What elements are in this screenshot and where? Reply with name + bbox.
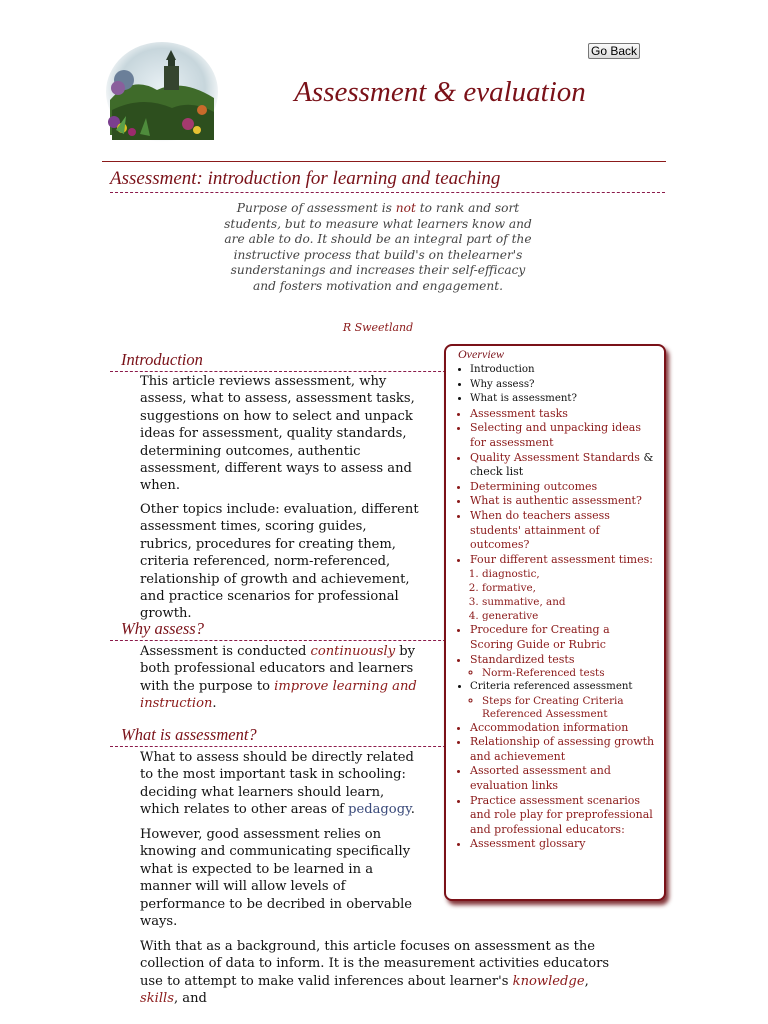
- section-heading-why-assess: Why assess?: [110, 619, 451, 641]
- why-assess-paragraph: [140, 643, 422, 713]
- overview-item-why-assess[interactable]: • Why assess?: [470, 378, 656, 393]
- overview-item-formative[interactable]: 2. formative,: [482, 581, 656, 595]
- overview-item-accommodation[interactable]: • Accommodation information: [470, 721, 656, 736]
- overview-item-summative[interactable]: 3. summative, and: [482, 595, 656, 609]
- overview-item-glossary[interactable]: • Assessment glossary: [470, 837, 656, 852]
- standardized-sublist: [470, 667, 656, 680]
- overview-item-relationship[interactable]: • Relationship of assessing growth and achievement: [470, 735, 656, 764]
- knowledge-emphasis: knowledge: [512, 973, 585, 989]
- what-is-paragraph-1: [140, 749, 422, 819]
- what-is-paragraph-2: However, good assessment relies on knowing and communicating specifically what is expected to be learned in a manner will will allow levels of performance to be decribed in obervable ways.: [140, 827, 413, 930]
- why-assess-emphasis-improve: improve learning and instruction: [140, 678, 417, 712]
- why-assess-emphasis-continuously: continuously: [310, 644, 396, 659]
- what-is-text-1: What to assess should be directly related to the most important task in schooling: deciding what learners should learn, which relates to other areas of: [140, 750, 414, 818]
- logo-painting: [102, 40, 220, 145]
- overview-item-standardized-tests[interactable]: [470, 653, 656, 681]
- site-title: Assessment & evaluation: [294, 76, 586, 108]
- overview-item-criteria-referenced: [470, 680, 656, 721]
- overview-item-introduction[interactable]: • Introduction: [470, 363, 656, 378]
- quote-text-after: to rank and sort students, but to measure what learners know and are able to do. It should be an integral part of the instructive process that build's on thelearner's sunderstanings and increases their self-efficacy and fosters motivation and engagement.: [224, 201, 532, 293]
- introduction-paragraph-1: This article reviews assessment, why assess, what to assess, assessment tasks, suggestions on how to select and unpack ideas for assessment, quality standards, determining outcomes, authentic assessment, different ways to assess and when.: [140, 374, 415, 494]
- page-title: Assessment: introduction for learning and teaching: [110, 168, 665, 193]
- skills-emphasis: skills: [140, 991, 174, 1007]
- quote-text-before: Purpose of assessment is: [236, 201, 396, 215]
- criteria-referenced-label: Criteria referenced assessment: [470, 681, 633, 693]
- why-assess-text-3: .: [212, 696, 217, 712]
- why-assess-text-1: Assessment is conducted: [140, 644, 311, 659]
- overview-list: [454, 363, 656, 852]
- pedagogy-link[interactable]: pedagogy: [348, 802, 411, 818]
- overview-item-steps-criteria[interactable]: ◦ Steps for Creating Criteria Referenced Assessment: [482, 695, 656, 721]
- quality-standards-link[interactable]: Quality Assessment Standards: [470, 450, 640, 464]
- purpose-quote: [222, 201, 534, 295]
- standardized-tests-label[interactable]: Standardized tests: [470, 652, 575, 666]
- overview-title: Overview: [458, 347, 504, 361]
- four-times-label[interactable]: Four different assessment times:: [470, 552, 653, 566]
- assessment-times-list: [470, 567, 656, 623]
- what-is-sep-2: , and: [173, 991, 207, 1007]
- overview-item-diagnostic[interactable]: 1. diagnostic,: [482, 567, 656, 581]
- overview-panel: [444, 344, 666, 901]
- quote-author: R Sweetland: [342, 321, 414, 334]
- overview-item-authentic-assessment[interactable]: • What is authentic assessment?: [470, 494, 656, 509]
- what-is-sep-1: ,: [584, 973, 589, 989]
- what-is-text-3: With that as a background, this article focuses on assessment as the collection of data to inform. It is the measurement activities educators use to attempt to make valid inferences about learner's: [140, 939, 610, 989]
- quote-emphasis: not: [395, 201, 416, 215]
- overview-item-selecting-unpacking[interactable]: • Selecting and unpacking ideas for assessment: [470, 421, 656, 450]
- site-logo: [102, 40, 220, 145]
- overview-item-determining-outcomes[interactable]: • Determining outcomes: [470, 480, 656, 495]
- overview-item-what-is-assessment[interactable]: • What is assessment?: [470, 392, 656, 407]
- what-is-paragraph-3: [140, 938, 630, 1008]
- why-assess-text-2: by both professional educators and learners with the purpose to: [140, 644, 416, 694]
- overview-item-assessment-tasks[interactable]: • Assessment tasks: [470, 407, 656, 422]
- what-is-text-1-end: .: [410, 802, 415, 818]
- overview-item-practice-scenarios[interactable]: • Practice assessment scenarios and role play for preprofessional and professional educators:: [470, 794, 656, 838]
- overview-item-quality-standards[interactable]: [470, 451, 656, 480]
- overview-item-generative[interactable]: 4. generative: [482, 609, 656, 623]
- quality-standards-suffix: & check list: [470, 450, 654, 479]
- header-divider: [102, 161, 666, 162]
- go-back-button[interactable]: Go Back: [588, 43, 640, 59]
- section-heading-introduction: Introduction: [110, 350, 451, 372]
- overview-item-norm-referenced[interactable]: ◦ Norm-Referenced tests: [482, 667, 656, 680]
- criteria-sublist: [470, 695, 656, 721]
- overview-item-four-times[interactable]: [470, 553, 656, 624]
- overview-item-procedure-rubric[interactable]: • Procedure for Creating a Scoring Guide or Rubric: [470, 623, 656, 652]
- overview-item-when-assess[interactable]: • When do teachers assess students' attainment of outcomes?: [470, 509, 656, 553]
- section-heading-what-is-assessment: What is assessment?: [110, 725, 451, 747]
- introduction-paragraph-2: Other topics include: evaluation, different assessment times, scoring guides, rubrics, procedures for creating them, criteria referenced, norm-referenced, relationship of growth and achievement, and practice scenarios for professional growth.: [140, 502, 419, 622]
- overview-item-assorted-links[interactable]: • Assorted assessment and evaluation links: [470, 764, 656, 793]
